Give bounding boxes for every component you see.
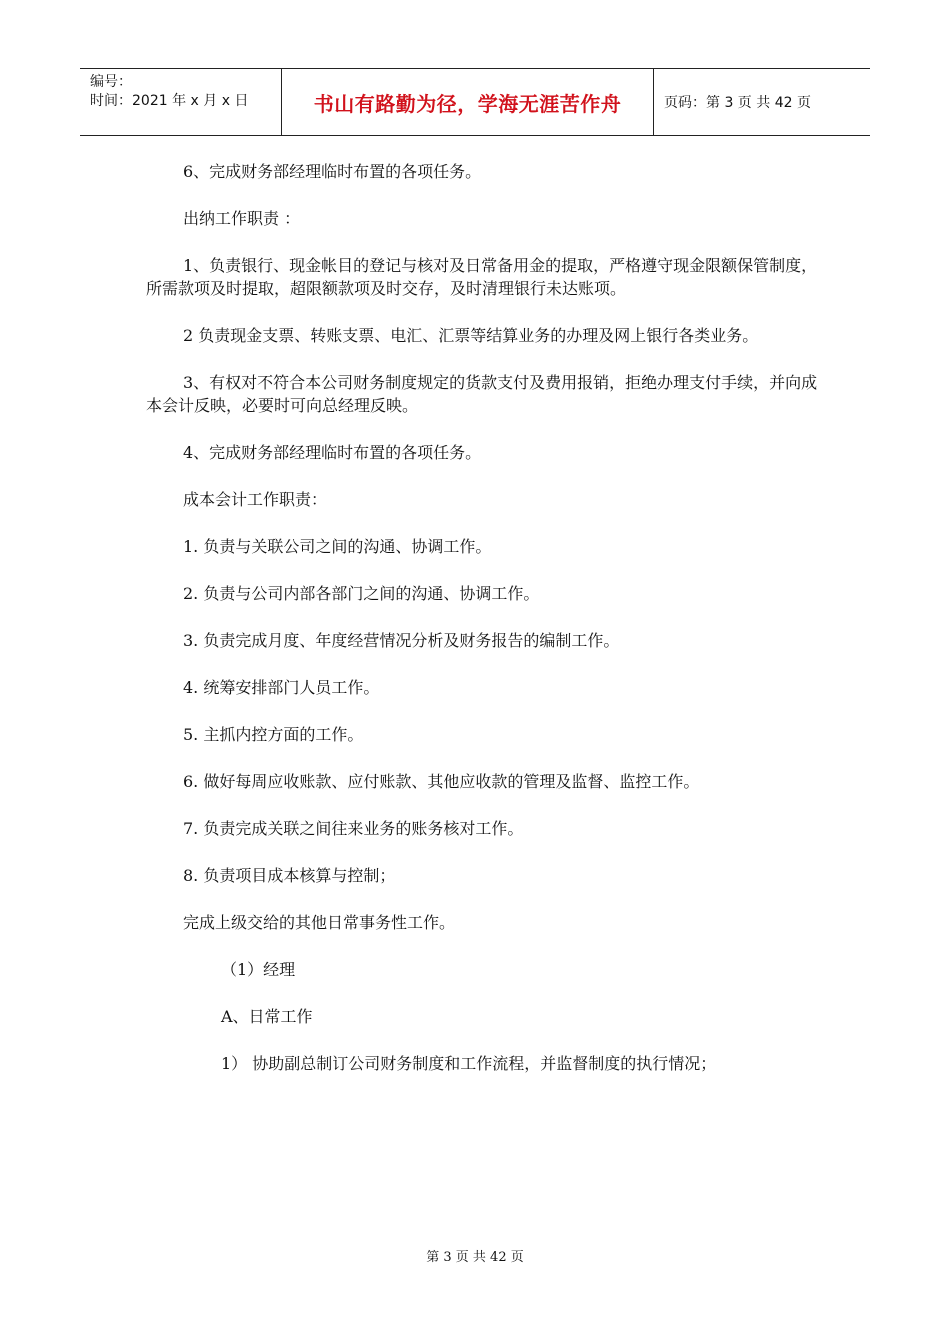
list-item: 3. 负责完成月度、年度经营情况分析及财务报告的编制工作。 xyxy=(183,631,620,650)
header-page-label: 页码：第 3 页 共 42 页 xyxy=(664,95,811,111)
document-body xyxy=(146,160,823,1099)
subsection-heading: A、日常工作 xyxy=(221,1007,313,1026)
section-heading: 出纳工作职责 ： xyxy=(183,209,301,228)
list-item: 7. 负责完成关联之间往来业务的账务核对工作。 xyxy=(183,819,524,838)
list-item: 4. 统筹安排部门人员工作。 xyxy=(183,678,380,697)
list-item: 8. 负责项目成本核算与控制； xyxy=(183,866,396,885)
paragraph: 2 负责现金支票、转账支票、电汇、汇票等结算业务的办理及网上银行各类业务。 xyxy=(183,326,759,345)
list-item: 1. 负责与关联公司之间的沟通、协调工作。 xyxy=(183,537,492,556)
paragraph: 6、完成财务部经理临时布置的各项任务。 xyxy=(183,162,482,181)
section-heading: 成本会计工作职责： xyxy=(183,490,328,509)
header-motto: 书山有路勤为径，学海无涯苦作舟 xyxy=(282,69,654,135)
list-item: 5. 主抓内控方面的工作。 xyxy=(183,725,364,744)
document-number-label: 编号： xyxy=(90,74,132,90)
paragraph: 3、有权对不符合本公司财务制度规定的货款支付及费用报销，拒绝办理支付手续，并向成本会计反映，必要时可向总经理反映。 xyxy=(146,373,818,415)
list-item: 6. 做好每周应收账款、应付账款、其他应收款的管理及监督、监控工作。 xyxy=(183,772,700,791)
paragraph: 4、完成财务部经理临时布置的各项任务。 xyxy=(183,443,482,462)
list-item: 2. 负责与公司内部各部门之间的沟通、协调工作。 xyxy=(183,584,540,603)
list-item: 1） 协助副总制订公司财务制度和工作流程，并监督制度的执行情况； xyxy=(221,1054,717,1073)
paragraph: 完成上级交给的其他日常事务性工作。 xyxy=(183,913,456,932)
paragraph: 1、负责银行、现金帐目的登记与核对及日常备用金的提取，严格遵守现金限额保管制度，所需款项及时提取，超限额款项及时交存，及时清理银行未达账项。 xyxy=(146,256,818,298)
section-heading: （1）经理 xyxy=(221,960,296,979)
page-header xyxy=(80,68,870,136)
header-meta xyxy=(80,69,282,135)
document-time-label: 时间：2021 年 x 月 x 日 xyxy=(90,93,249,109)
page-footer: 第 3 页 共 42 页 xyxy=(426,1250,524,1265)
